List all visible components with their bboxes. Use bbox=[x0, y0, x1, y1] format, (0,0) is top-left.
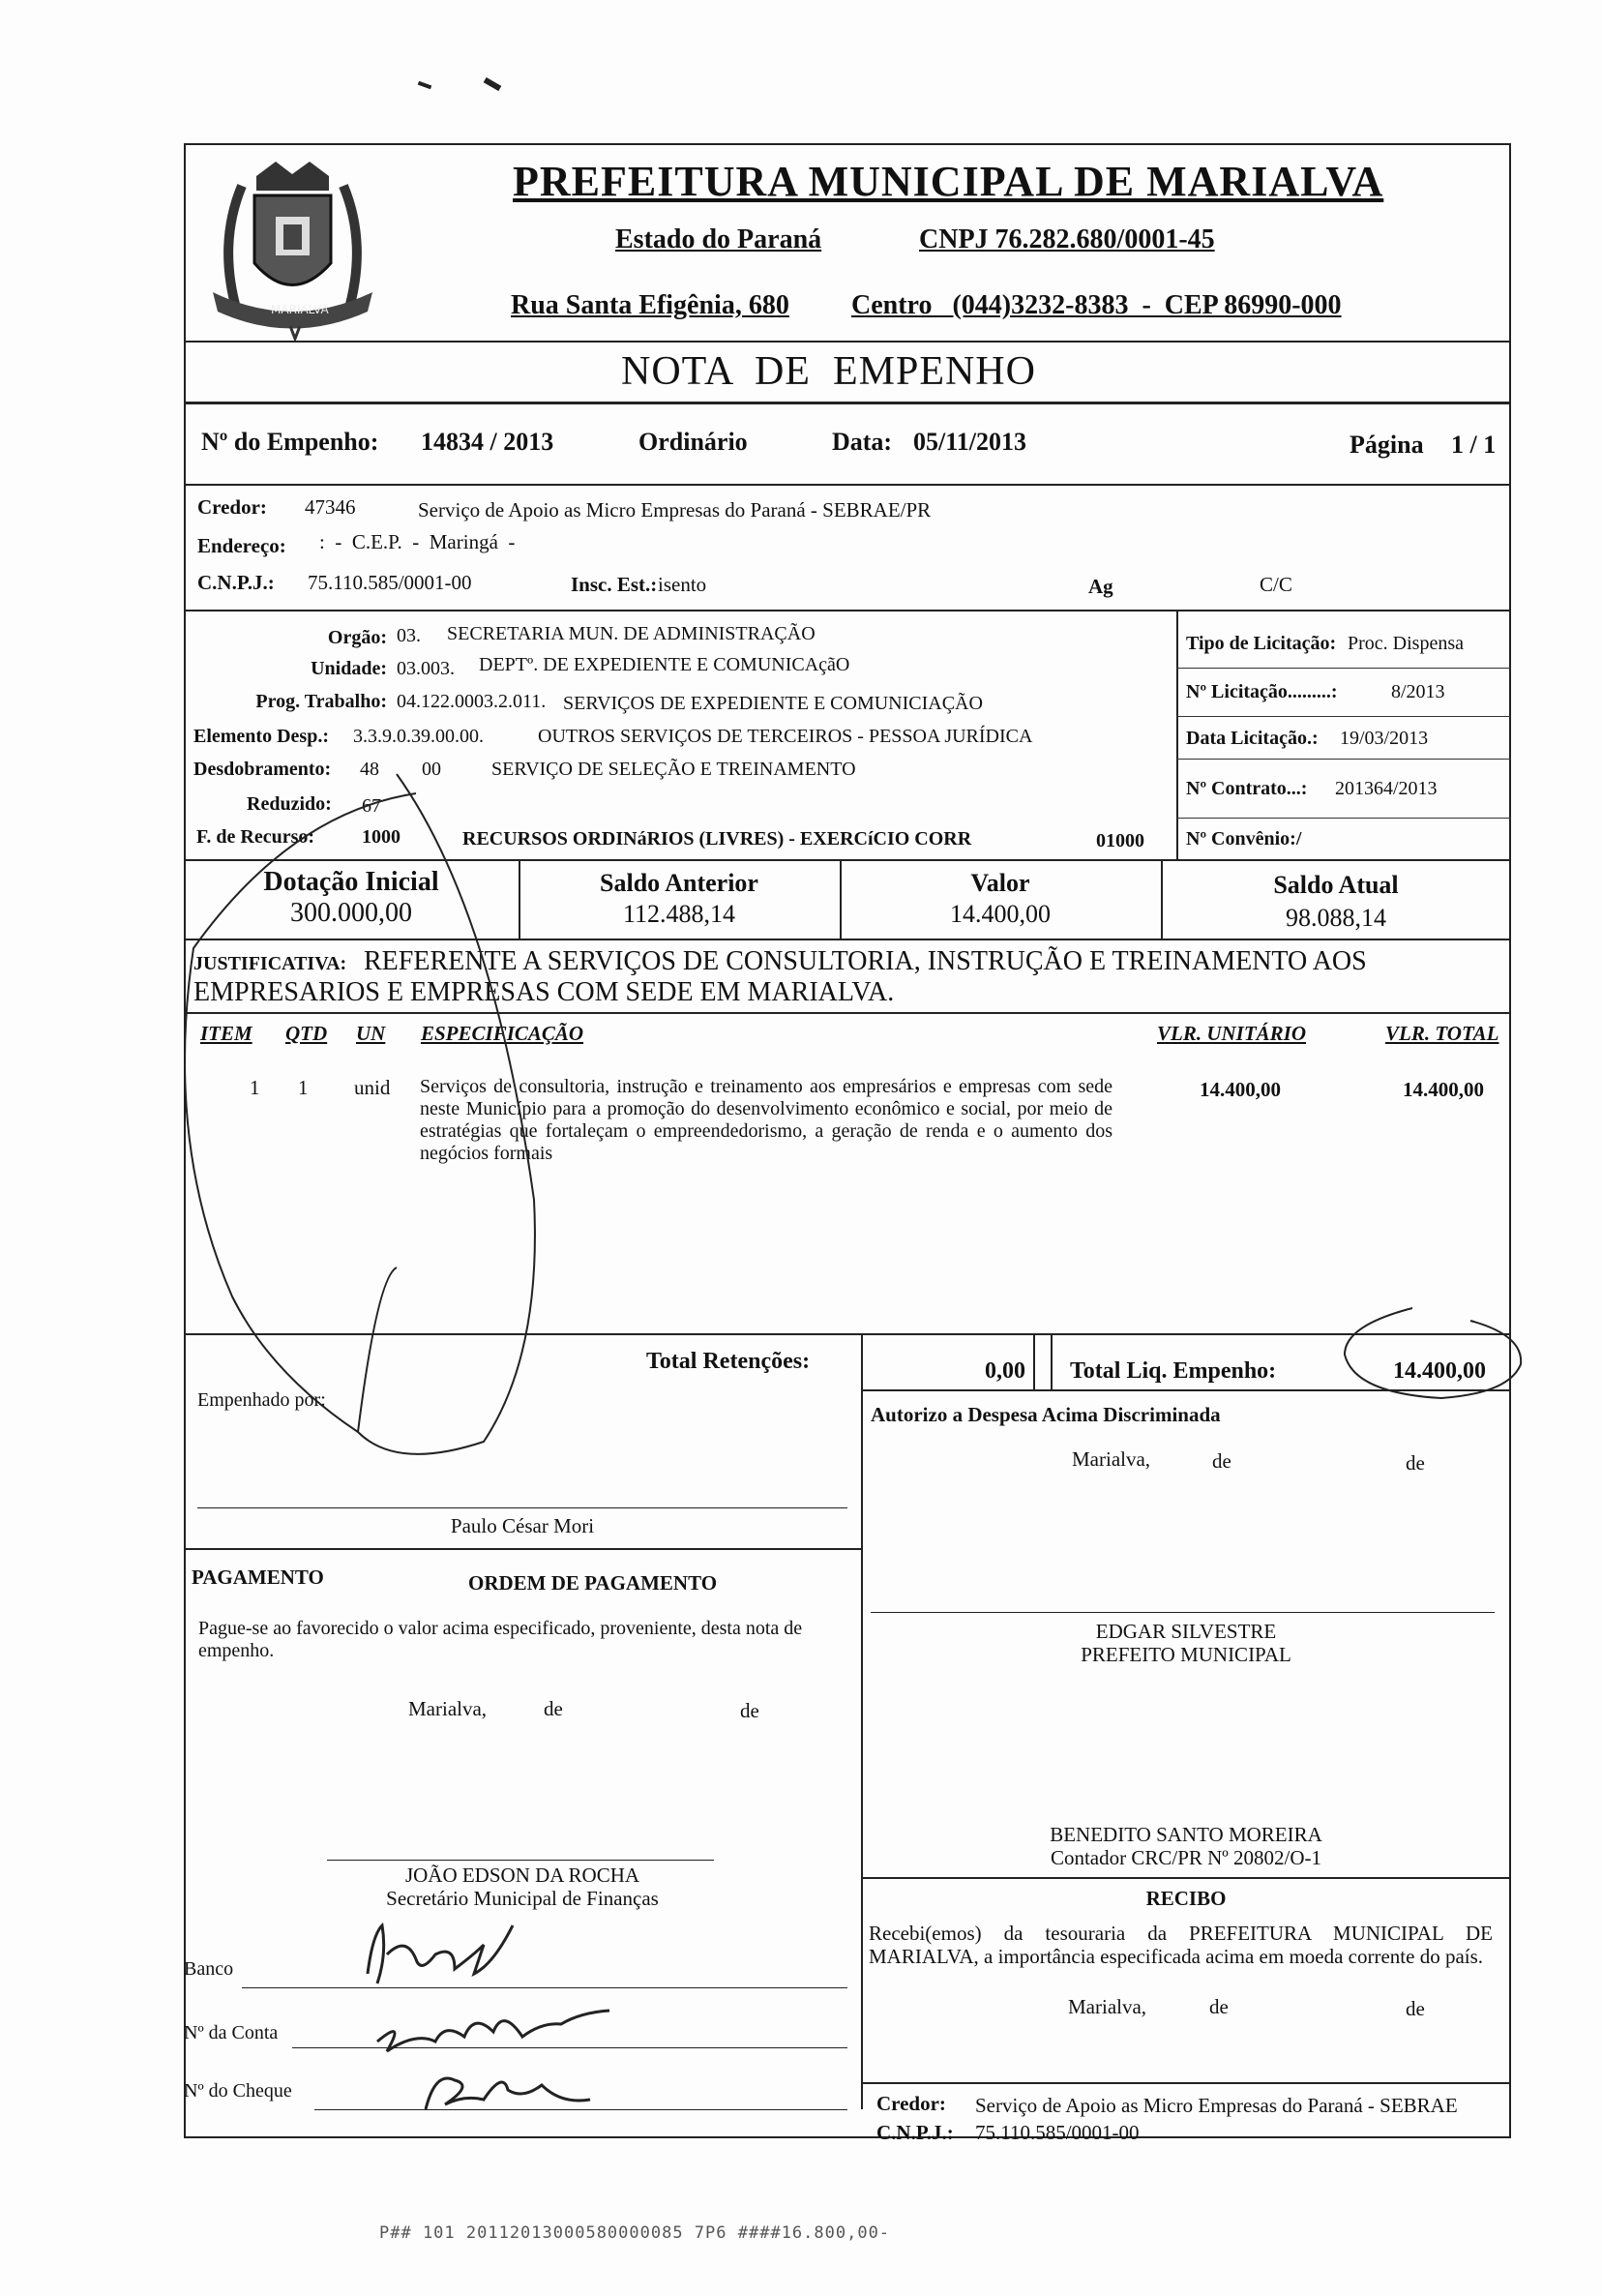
empenho-date-label: Data: bbox=[832, 428, 893, 456]
divider bbox=[861, 1333, 863, 1389]
page-number: 1 / 1 bbox=[1451, 431, 1497, 459]
licitacao-date: 19/03/2013 bbox=[1340, 728, 1429, 749]
state-name: Estado do Paraná bbox=[615, 224, 822, 254]
recurso-desc: RECURSOS ORDINáRIOS (LIVRES) - EXERCíCIO CORR bbox=[462, 828, 972, 850]
total-liquido-label: Total Liq. Empenho: bbox=[1070, 1358, 1277, 1384]
recibo-text: Recebi(emos) da tesouraria da PREFEITURA MUNICIPAL DE MARIALVA, a importância especificada acima em moeda corrente do país. bbox=[869, 1922, 1493, 1968]
prefeito-name: EDGAR SILVESTRE bbox=[1095, 1620, 1277, 1643]
divider bbox=[861, 1877, 1511, 1879]
handwritten-bank-entries bbox=[329, 1916, 619, 2119]
handwritten-oval-annotation bbox=[1335, 1297, 1528, 1413]
desdobramento-desc: SERVIÇO DE SELEÇÃO E TREINAMENTO bbox=[491, 759, 856, 780]
saldo-anterior-value: 112.488,14 bbox=[622, 900, 736, 928]
autorizo-de2: de bbox=[1406, 1451, 1425, 1475]
endereco-label: Endereço: bbox=[197, 534, 286, 557]
prog-trabalho-label: Prog. Trabalho: bbox=[255, 691, 387, 712]
elemento-desc: OUTROS SERVIÇOS DE TERCEIROS - PESSOA JURÍDICA bbox=[538, 726, 1033, 747]
desdobramento-sub: 00 bbox=[422, 759, 441, 780]
autorizo-label: Autorizo a Despesa Acima Discriminada bbox=[871, 1403, 1221, 1426]
contrato-number: 201364/2013 bbox=[1335, 778, 1438, 799]
pagamento-de2: de bbox=[740, 1699, 759, 1722]
divider bbox=[1176, 818, 1511, 819]
divider bbox=[1176, 716, 1511, 717]
col-qtd: QTD bbox=[285, 1022, 328, 1045]
handwritten-circle-annotation bbox=[174, 755, 580, 1471]
scan-mark bbox=[418, 81, 432, 90]
prefeito-role: PREFEITO MUNICIPAL bbox=[1081, 1643, 1291, 1666]
signature-line bbox=[871, 1612, 1495, 1613]
recibo-cnpj-value: 75.110.585/0001-00 bbox=[975, 2121, 1140, 2144]
recibo-credor-name: Serviço de Apoio as Micro Empresas do Paraná - SEBRAE bbox=[975, 2094, 1458, 2117]
total-liquido-value: 14.400,00 bbox=[1393, 1358, 1486, 1384]
scan-mark bbox=[484, 77, 502, 91]
recurso-code: 1000 bbox=[362, 826, 400, 848]
insc-value: isento bbox=[658, 573, 707, 596]
col-vlr-total: VLR. TOTAL bbox=[1385, 1022, 1499, 1045]
secretario-role: Secretário Municipal de Finanças bbox=[386, 1887, 659, 1910]
account-label: C/C bbox=[1260, 573, 1292, 596]
orgao-desc: SECRETARIA MUN. DE ADMINISTRAÇÃO bbox=[447, 623, 816, 644]
pagamento-text: Pague-se ao favorecido o valor acima especificado, proveniente, desta nota de empenho. bbox=[198, 1618, 803, 1661]
pagamento-de1: de bbox=[544, 1697, 563, 1720]
unidade-label: Unidade: bbox=[311, 658, 387, 679]
col-especificacao: ESPECIFICAÇÃO bbox=[421, 1022, 584, 1045]
document-title: NOTA DE EMPENHO bbox=[621, 349, 1036, 394]
dotacao-label: Dotação Inicial bbox=[263, 867, 439, 897]
item-unit: unid bbox=[354, 1076, 391, 1099]
contador-role: Contador CRC/PR Nº 20802/O-1 bbox=[1050, 1846, 1322, 1869]
recurso-number: 01000 bbox=[1096, 830, 1144, 851]
elemento-label: Elemento Desp.: bbox=[193, 726, 329, 747]
item-unit-price: 14.400,00 bbox=[1200, 1078, 1281, 1101]
page-label: Página bbox=[1350, 431, 1424, 459]
divider bbox=[184, 402, 1511, 404]
divider bbox=[184, 1548, 861, 1550]
cnpj-header: CNPJ 76.282.680/0001-45 bbox=[919, 224, 1215, 254]
divider bbox=[1176, 610, 1178, 861]
signature-line bbox=[327, 1860, 714, 1861]
prog-trabalho-desc: SERVIÇOS DE EXPEDIENTE E COMUNICIAÇÃO bbox=[563, 693, 983, 714]
desdobramento-code: 48 bbox=[360, 759, 379, 780]
justificativa-line1: REFERENTE A SERVIÇOS DE CONSULTORIA, INSTRUÇÃO E TREINAMENTO AOS bbox=[364, 946, 1367, 976]
pagamento-place: Marialva, bbox=[408, 1697, 488, 1720]
autorizo-place: Marialva, bbox=[1072, 1447, 1151, 1471]
divider bbox=[1033, 1333, 1035, 1389]
col-un: UN bbox=[356, 1022, 386, 1045]
orgao-code: 03. bbox=[397, 625, 421, 646]
prog-trabalho-code: 04.122.0003.2.011. bbox=[397, 691, 547, 712]
recibo-place: Marialva, bbox=[1068, 1995, 1147, 2018]
saldo-anterior-label: Saldo Anterior bbox=[600, 869, 758, 897]
desdobramento-label: Desdobramento: bbox=[193, 759, 332, 780]
recibo-label: RECIBO bbox=[1145, 1887, 1227, 1910]
licitacao-number: 8/2013 bbox=[1391, 681, 1445, 702]
banco-label: Banco bbox=[184, 1958, 234, 1980]
endereco-value: : - C.E.P. - Maringá - bbox=[319, 530, 516, 553]
divider bbox=[184, 341, 1511, 343]
item-description: Serviços de consultoria, instrução e treinamento aos empresários e empresas com sede neste Município para a promoção do desenvolvimento econômico e social, por meio de estratégias que fortaleçam o empreendedorismo, a geração de renda e o aumento dos negócios formais bbox=[420, 1076, 1112, 1164]
tipo-licitacao-value: Proc. Dispensa bbox=[1348, 633, 1464, 654]
barcode-text: P## 101 20112013000580000085 7P6 ####16.800,00- bbox=[379, 2223, 891, 2243]
cnpj-label: C.N.P.J.: bbox=[197, 571, 275, 594]
dotacao-value: 300.000,00 bbox=[290, 898, 412, 928]
municipal-crest-logo bbox=[198, 147, 387, 341]
signature-line bbox=[197, 1507, 847, 1508]
recurso-label: F. de Recurso: bbox=[196, 826, 315, 848]
recibo-de2: de bbox=[1406, 1997, 1425, 2020]
svg-text:MARIALVA: MARIALVA bbox=[271, 303, 329, 316]
divider bbox=[184, 610, 1511, 611]
cnpj-value: 75.110.585/0001-00 bbox=[308, 571, 472, 594]
divider bbox=[861, 1389, 863, 2109]
pagamento-label: PAGAMENTO bbox=[192, 1565, 324, 1589]
empenho-type: Ordinário bbox=[638, 428, 748, 456]
col-vlr-unitario: VLR. UNITÁRIO bbox=[1157, 1022, 1307, 1045]
empenho-date: 05/11/2013 bbox=[913, 428, 1027, 456]
saldo-atual-value: 98.088,14 bbox=[1286, 904, 1386, 932]
divider bbox=[1176, 759, 1511, 760]
divider bbox=[1176, 668, 1511, 669]
tipo-licitacao-label: Tipo de Licitação: bbox=[1186, 633, 1337, 654]
conta-label: Nº da Conta bbox=[184, 2022, 279, 2043]
recibo-cnpj-label: C.N.P.J.: bbox=[876, 2121, 954, 2144]
orgao-label: Orgão: bbox=[327, 627, 387, 648]
empenho-number: 14834 / 2013 bbox=[421, 428, 554, 456]
autorizo-de1: de bbox=[1212, 1449, 1231, 1473]
justificativa-line2: EMPRESARIOS E EMPRESAS COM SEDE EM MARIALVA. bbox=[193, 977, 895, 1007]
item-total-price: 14.400,00 bbox=[1403, 1078, 1484, 1101]
credor-name: Serviço de Apoio as Micro Empresas do Paraná - SEBRAE/PR bbox=[418, 498, 932, 522]
reduzido-value: 67 bbox=[362, 795, 381, 817]
col-item: ITEM bbox=[200, 1022, 252, 1045]
valor-label: Valor bbox=[970, 869, 1030, 897]
convenio-label: Nº Convênio:/ bbox=[1186, 828, 1302, 850]
recibo-credor-label: Credor: bbox=[876, 2092, 946, 2115]
address-contact: Centro (044)3232-8383 - CEP 86990-000 bbox=[851, 290, 1342, 320]
justificativa-label: JUSTIFICATIVA: bbox=[193, 953, 347, 974]
municipality-title: PREFEITURA MUNICIPAL DE MARIALVA bbox=[513, 158, 1384, 205]
licitacao-number-label: Nº Licitação.........: bbox=[1186, 681, 1338, 702]
retencoes-value: 0,00 bbox=[985, 1358, 1025, 1384]
item-number: 1 bbox=[250, 1076, 260, 1099]
elemento-code: 3.3.9.0.39.00.00. bbox=[353, 726, 484, 747]
insc-label: Insc. Est.: bbox=[571, 573, 658, 596]
empenhado-label: Empenhado por: bbox=[197, 1389, 326, 1411]
unidade-desc: DEPTº. DE EXPEDIENTE E COMUNICAçãO bbox=[479, 654, 850, 675]
empenhado-signer: Paulo César Mori bbox=[450, 1514, 595, 1537]
contrato-label: Nº Contrato...: bbox=[1186, 778, 1308, 799]
street-address: Rua Santa Efigênia, 680 bbox=[511, 290, 789, 320]
empenho-number-label: Nº do Empenho: bbox=[201, 428, 379, 456]
unidade-code: 03.003. bbox=[397, 658, 455, 679]
agency-label: Ag bbox=[1088, 575, 1113, 598]
licitacao-date-label: Data Licitação.: bbox=[1186, 728, 1319, 749]
retencoes-label: Total Retenções: bbox=[646, 1349, 811, 1374]
item-qty: 1 bbox=[298, 1076, 309, 1099]
divider bbox=[861, 2082, 1511, 2084]
valor-value: 14.400,00 bbox=[950, 900, 1051, 928]
recibo-de1: de bbox=[1209, 1995, 1229, 2018]
divider bbox=[1051, 1333, 1053, 1389]
secretario-name: JOÃO EDSON DA ROCHA bbox=[404, 1864, 640, 1887]
credor-code: 47346 bbox=[305, 495, 356, 519]
divider bbox=[184, 484, 1511, 486]
saldo-atual-label: Saldo Atual bbox=[1273, 871, 1399, 899]
cheque-label: Nº do Cheque bbox=[184, 2080, 292, 2102]
ordem-pagamento-label: ORDEM DE PAGAMENTO bbox=[468, 1571, 718, 1595]
credor-label: Credor: bbox=[197, 495, 267, 519]
contador-name: BENEDITO SANTO MOREIRA bbox=[1050, 1823, 1322, 1846]
divider bbox=[1509, 1012, 1511, 1047]
reduzido-label: Reduzido: bbox=[247, 793, 332, 815]
